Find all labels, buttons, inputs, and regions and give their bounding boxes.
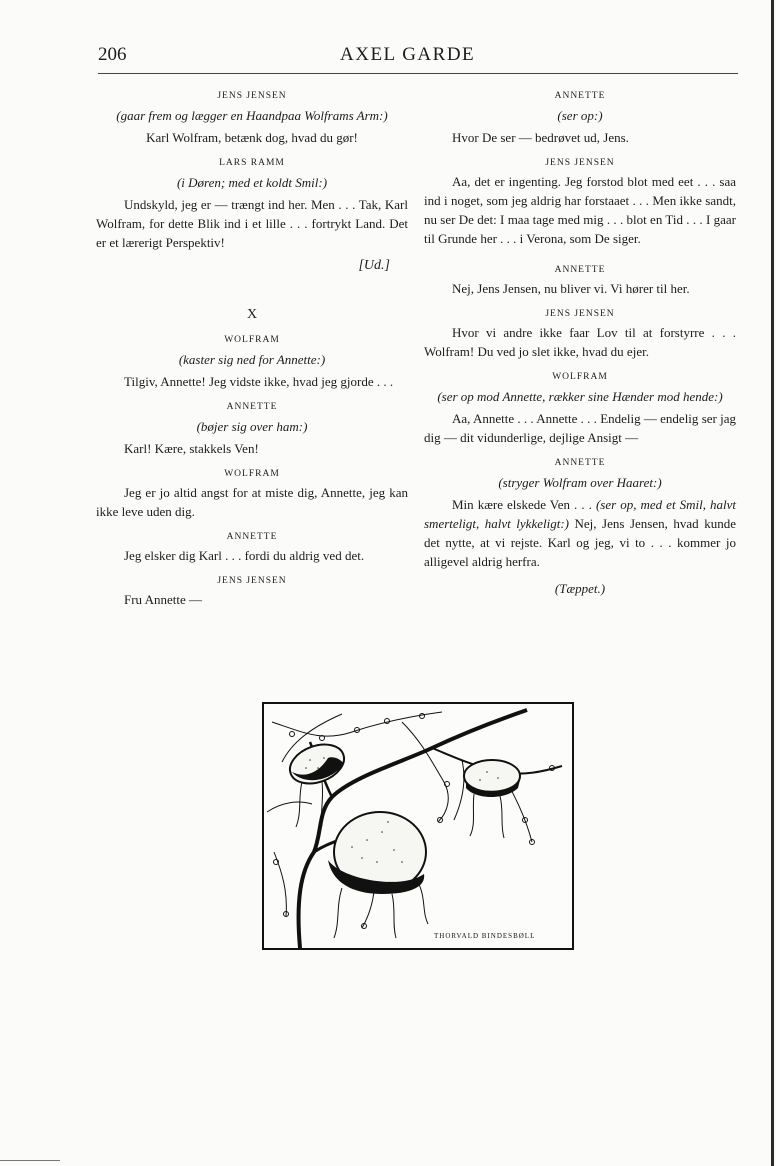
speech: Karl! Kære, stakkels Ven! xyxy=(124,441,259,456)
right-column xyxy=(424,88,736,601)
speaker-name: JENS JENSEN xyxy=(545,158,615,168)
speaker-name: JENS JENSEN xyxy=(545,309,615,319)
speaker-name: WOLFRAM xyxy=(552,372,608,382)
stage-direction: (kaster sig ned for Annette:) xyxy=(178,352,326,367)
speaker-name: LARS RAMM xyxy=(219,158,285,168)
speech: Fru Annette — xyxy=(124,592,202,607)
speaker-name: ANNETTE xyxy=(554,91,606,101)
speech-text: Nej, Jens Jensen, hvad kunde det nytte, at vi rejste. Karl og jeg, vi to . . . kommer jo alligevel aldrig herfra. xyxy=(424,516,736,569)
speaker-name: ANNETTE xyxy=(554,458,606,468)
speaker-name: ANNETTE xyxy=(226,402,278,412)
scene-number: X xyxy=(246,307,258,322)
speaker-name: WOLFRAM xyxy=(224,469,280,479)
left-column xyxy=(96,88,408,609)
speaker-name: JENS JENSEN xyxy=(217,576,287,586)
speech: Aa, det er ingenting. Jeg forstod blot med eet . . . saa ind i noget, som jeg aldrig har forstaaet . . . Men ikke sandt, nu ser De det: I maa tage med mig . . . blot en Tid . . . I gaar til Grunde her . . . i Verona, som De siger. xyxy=(424,174,736,246)
stage-direction: (ser op mod Annette, rækker sine Hænder mod hende:) xyxy=(437,389,723,404)
exit-direction: [Ud.] xyxy=(358,258,390,273)
speech: Tilgiv, Annette! Jeg vidste ikke, hvad jeg gjorde . . . xyxy=(124,374,394,389)
speech: Nej, Jens Jensen, nu bliver vi. Vi hører til her. xyxy=(452,281,690,296)
stage-direction: (i Døren; med et koldt Smil:) xyxy=(176,175,328,190)
lantern-branch-illustration xyxy=(262,702,574,950)
speech: Hvor vi andre ikke faar Lov til at forstyrre . . . Wolfram! Du ved jo slet ikke, hvad du ejer. xyxy=(424,325,736,359)
footer-rule xyxy=(0,1160,60,1161)
speech xyxy=(424,495,736,571)
speech: Jeg er jo altid angst for at miste dig, Annette, jeg kan ikke leve uden dig. xyxy=(96,485,408,519)
stage-direction: (ser op:) xyxy=(557,108,603,123)
artist-signature: THORVALD BINDESBØLL xyxy=(434,932,536,940)
speaker-name: ANNETTE xyxy=(226,532,278,542)
page-edge xyxy=(771,0,774,1166)
stage-direction: (stryger Wolfram over Haaret:) xyxy=(498,475,662,490)
speaker-name: WOLFRAM xyxy=(224,335,280,345)
header-rule xyxy=(98,73,738,74)
speech: Aa, Annette . . . Annette . . . Endelig — endelig ser jag dig — dit vidunderlige, dejlige Ansigt — xyxy=(424,411,736,445)
stage-direction: (bøjer sig over ham:) xyxy=(196,419,308,434)
speech: Undskyld, jeg er — trængt ind her. Men . . . Tak, Karl Wolfram, for dette Blik ind i et lille . . . fortrykt Land. Det er et lærerigt Perspektiv! xyxy=(96,197,408,250)
speaker-name: ANNETTE xyxy=(554,265,606,275)
running-title: AXEL GARDE xyxy=(340,44,476,65)
speech: Karl Wolfram, betænk dog, hvad du gør! xyxy=(146,130,358,145)
speech-text: Min kære elskede Ven . . . xyxy=(452,497,596,512)
curtain-direction: (Tæppet.) xyxy=(554,581,606,596)
stage-direction: (gaar frem og lægger en Haandpaa Wolframs Arm:) xyxy=(116,108,388,123)
speech: Hvor De ser — bedrøvet ud, Jens. xyxy=(452,130,629,145)
speaker-name: JENS JENSEN xyxy=(217,91,287,101)
page-number: 206 xyxy=(98,44,127,65)
inline-stage-direction: (ser op, med et Smil, halvt smerteligt, halvt lykkeligt:) xyxy=(424,497,736,531)
speech: Jeg elsker dig Karl . . . fordi du aldrig ved det. xyxy=(124,548,365,563)
